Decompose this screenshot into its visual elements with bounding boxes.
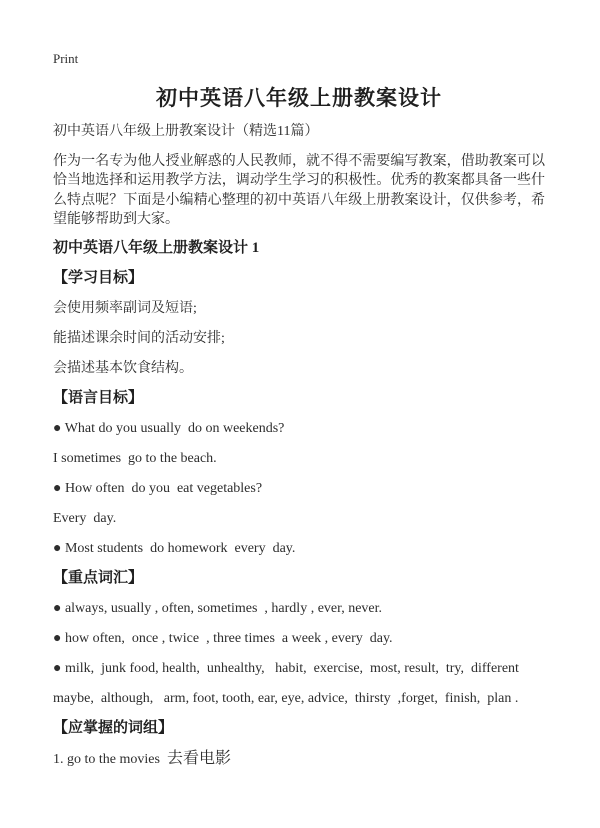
lesson-plan-heading: 初中英语八年级上册教案设计 1 [53,240,260,257]
bullet-line: ● how often, once , twice , three times a week , every day. [53,631,393,647]
page-title: 初中英语八年级上册教案设计 [156,86,442,110]
subtitle: 初中英语八年级上册教案设计（精选11篇） [53,124,319,139]
bullet-line: ● Most students do homework every day. [53,541,296,557]
bullet-line: ● What do you usually do on weekends? [53,421,285,437]
phrase-line [53,750,545,768]
intro-paragraph: 作为一名专为他人授业解惑的人民教师，就不得不需要编写教案，借助教案可以恰当地选择和运用教学方法，调动学生学习的积极性。优秀的教案都具备一些什么特点呢？下面是小编精心整理的初中英语八年级上册教案设计，仅供参考，希望能够帮助到大家。 [53,154,545,227]
text-line: Every day. [53,511,117,527]
text-line: 会使用频率副词及短语; [53,301,197,317]
print-button[interactable]: Print [53,51,79,66]
bullet-line: ● milk, junk food, health, unhealthy, habit, exercise, most, result, try, different [53,661,519,677]
text-line: 会描述基本饮食结构。 [53,361,193,377]
bullet-line: ● How often do you eat vegetables? [53,481,263,497]
section-heading-phrases: 【应掌握的词组】 [53,720,174,737]
phrase-chinese: 去看电影 [166,750,231,768]
phrase-english: 1. go to the movies [53,752,167,768]
text-line: maybe, although, arm, foot, tooth, ear, eye, advice, thirsty ,forget, finish, plan . [53,691,519,707]
section-heading-learning-goals: 【学习目标】 [53,270,144,287]
bullet-line: ● always, usually , often, sometimes , hardly , ever, never. [53,601,383,617]
text-line: 能描述课余时间的活动安排; [53,331,225,347]
text-line: I sometimes go to the beach. [53,451,217,467]
section-heading-key-vocabulary: 【重点词汇】 [53,570,144,587]
section-heading-language-goals: 【语言目标】 [53,390,144,407]
